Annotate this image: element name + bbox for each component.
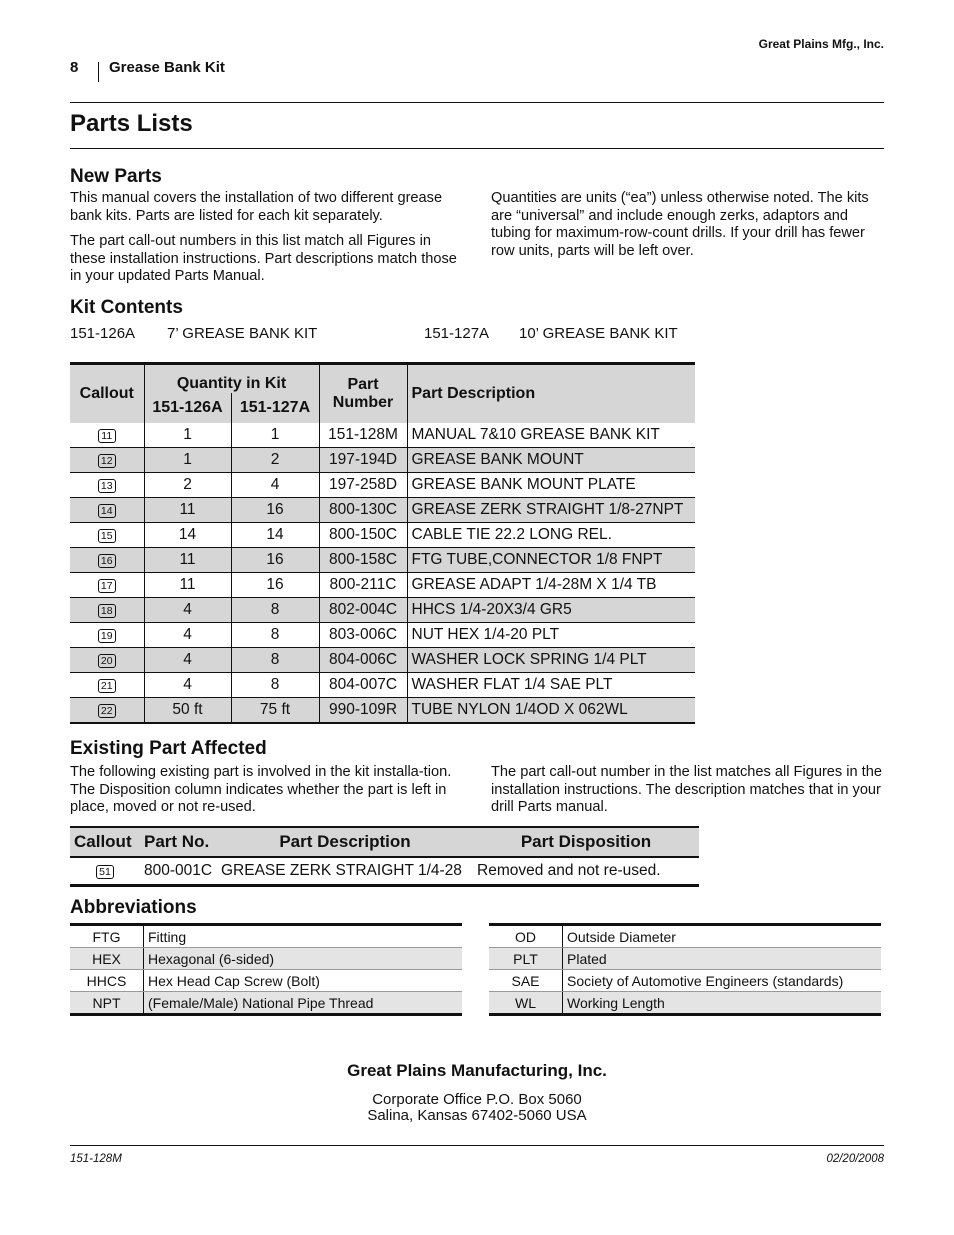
qty-b-cell: 75 ft <box>231 697 319 723</box>
abbreviation-row <box>489 970 881 992</box>
part-number-cell: 197-258D <box>319 472 407 497</box>
part-number-cell: 800-211C <box>319 572 407 597</box>
header-divider <box>98 62 99 82</box>
description-cell: WASHER LOCK SPRING 1/4 PLT <box>407 647 695 672</box>
col-header-kit-b: 151-127A <box>231 393 319 423</box>
new-parts-paragraph-3: Quantities are units (“ea”) unless otherwise noted. The kits are “universal” and include enough zerks, adaptors and tubing for maximum-row-count drills. If your drill has fewer row units, parts will be left over. <box>491 190 869 259</box>
part-number-cell: 800-001C <box>140 857 217 886</box>
col-header-disposition: Part Disposition <box>473 827 699 857</box>
description-cell: FTG TUBE,CONNECTOR 1/8 FNPT <box>407 547 695 572</box>
abbreviation-term: PLT <box>489 948 563 970</box>
footer-company: Great Plains Manufacturing, Inc. <box>347 1061 607 1080</box>
abbreviation-meaning: Outside Diameter <box>563 925 882 948</box>
abbreviation-meaning: Hexagonal (6-sided) <box>144 948 463 970</box>
qty-a-cell: 1 <box>144 423 231 448</box>
table-row <box>70 447 695 472</box>
description-cell: GREASE ADAPT 1/4-28M X 1/4 TB <box>407 572 695 597</box>
callout-badge: 11 <box>98 429 116 443</box>
qty-b-cell: 14 <box>231 522 319 547</box>
qty-a-cell: 11 <box>144 547 231 572</box>
abbreviation-term: OD <box>489 925 563 948</box>
col-header-callout: Callout <box>70 364 144 423</box>
document-number: 151-128M <box>70 1153 122 1165</box>
callout-badge: 18 <box>98 604 116 618</box>
callout-badge: 19 <box>98 629 116 643</box>
col-header-kit-a: 151-126A <box>144 393 231 423</box>
page-number: 8 <box>70 59 79 76</box>
abbreviation-term: NPT <box>70 992 144 1015</box>
description-cell: MANUAL 7&10 GREASE BANK KIT <box>407 423 695 448</box>
callout-badge: 16 <box>98 554 116 568</box>
existing-part-heading: Existing Part Affected <box>70 738 267 759</box>
title-rule <box>70 148 884 149</box>
kit-name: 7’ GREASE BANK KIT <box>167 325 318 342</box>
callout-badge: 21 <box>98 679 116 693</box>
callout-badge: 17 <box>98 579 116 593</box>
qty-a-cell: 4 <box>144 672 231 697</box>
part-number-cell: 804-006C <box>319 647 407 672</box>
qty-b-cell: 8 <box>231 597 319 622</box>
qty-b-cell: 8 <box>231 672 319 697</box>
abbreviation-row <box>489 948 881 970</box>
abbreviation-row <box>70 992 462 1015</box>
qty-a-cell: 4 <box>144 647 231 672</box>
new-parts-paragraph-2: The part call-out numbers in this list match all Figures in these installation instructions. Part descriptions match those in your updated Parts Manual. <box>70 233 457 284</box>
col-header-description: Part Description <box>217 827 473 857</box>
description-cell: GREASE ZERK STRAIGHT 1/8-27NPT <box>407 497 695 522</box>
part-number-cell: 151-128M <box>319 423 407 448</box>
description-cell: GREASE BANK MOUNT PLATE <box>407 472 695 497</box>
qty-b-cell: 1 <box>231 423 319 448</box>
abbreviations-table-left <box>70 923 462 1016</box>
description-cell: GREASE BANK MOUNT <box>407 447 695 472</box>
qty-b-cell: 2 <box>231 447 319 472</box>
callout-badge: 13 <box>98 479 116 493</box>
qty-a-cell: 1 <box>144 447 231 472</box>
table-row <box>70 547 695 572</box>
abbreviation-term: HHCS <box>70 970 144 992</box>
col-header-part-no: Part No. <box>140 827 217 857</box>
qty-a-cell: 11 <box>144 572 231 597</box>
description-cell: TUBE NYLON 1/4OD X 062WL <box>407 697 695 723</box>
top-rule <box>70 102 884 103</box>
part-number-cell: 800-150C <box>319 522 407 547</box>
parts-table <box>70 362 695 724</box>
qty-b-cell: 16 <box>231 572 319 597</box>
abbreviation-meaning: Working Length <box>563 992 882 1015</box>
new-parts-heading: New Parts <box>70 166 162 187</box>
table-row <box>70 622 695 647</box>
callout-badge: 51 <box>96 865 114 879</box>
abbreviation-row <box>70 948 462 970</box>
qty-a-cell: 4 <box>144 622 231 647</box>
kit-name: 10’ GREASE BANK KIT <box>519 325 678 342</box>
table-row <box>70 597 695 622</box>
abbreviation-row <box>489 925 881 948</box>
table-row <box>70 423 695 448</box>
qty-a-cell: 2 <box>144 472 231 497</box>
col-header-quantity: Quantity in Kit <box>144 364 319 393</box>
footer-rule <box>70 1145 884 1146</box>
table-row <box>70 672 695 697</box>
footer-address-line-2: Salina, Kansas 67402-5060 USA <box>367 1107 587 1124</box>
abbreviations-heading: Abbreviations <box>70 897 197 918</box>
abbreviation-term: FTG <box>70 925 144 948</box>
new-parts-paragraph-1: This manual covers the installation of two different grease bank kits. Parts are listed for each kit separately. <box>70 190 443 224</box>
abbreviation-meaning: Hex Head Cap Screw (Bolt) <box>144 970 463 992</box>
qty-b-cell: 4 <box>231 472 319 497</box>
col-header-callout: Callout <box>70 827 140 857</box>
abbreviation-row <box>70 970 462 992</box>
part-number-cell: 990-109R <box>319 697 407 723</box>
description-cell: HHCS 1/4-20X3/4 GR5 <box>407 597 695 622</box>
abbreviation-term: SAE <box>489 970 563 992</box>
table-row <box>70 697 695 723</box>
description-cell: NUT HEX 1/4-20 PLT <box>407 622 695 647</box>
callout-badge: 22 <box>98 704 116 718</box>
abbreviation-row <box>70 925 462 948</box>
disposition-cell: Removed and not re-used. <box>473 857 699 886</box>
abbreviation-row <box>489 992 881 1015</box>
qty-a-cell: 11 <box>144 497 231 522</box>
description-cell: GREASE ZERK STRAIGHT 1/4-28 <box>217 857 473 886</box>
description-cell: WASHER FLAT 1/4 SAE PLT <box>407 672 695 697</box>
qty-b-cell: 8 <box>231 647 319 672</box>
part-number-cell: 800-158C <box>319 547 407 572</box>
callout-badge: 14 <box>98 504 116 518</box>
description-cell: CABLE TIE 22.2 LONG REL. <box>407 522 695 547</box>
existing-part-paragraph-1: The following existing part is involved in the kit installa-tion. The Disposition column indicates whether the part is left in place, moved or not re-used. <box>70 764 452 815</box>
part-number-cell: 197-194D <box>319 447 407 472</box>
kit-contents-heading: Kit Contents <box>70 297 183 318</box>
qty-b-cell: 16 <box>231 497 319 522</box>
qty-b-cell: 16 <box>231 547 319 572</box>
abbreviation-term: WL <box>489 992 563 1015</box>
part-number-cell: 802-004C <box>319 597 407 622</box>
abbreviation-meaning: Fitting <box>144 925 463 948</box>
qty-a-cell: 14 <box>144 522 231 547</box>
document-date: 02/20/2008 <box>826 1153 884 1165</box>
table-row <box>70 647 695 672</box>
table-row <box>70 572 695 597</box>
abbreviation-meaning: (Female/Male) National Pipe Thread <box>144 992 463 1015</box>
table-row <box>70 522 695 547</box>
part-number-cell: 803-006C <box>319 622 407 647</box>
section-title: Grease Bank Kit <box>109 59 225 76</box>
qty-a-cell: 4 <box>144 597 231 622</box>
callout-badge: 15 <box>98 529 116 543</box>
abbreviation-term: HEX <box>70 948 144 970</box>
table-row <box>70 472 695 497</box>
part-number-cell: 804-007C <box>319 672 407 697</box>
existing-part-paragraph-2: The part call-out number in the list matches all Figures in the installation instructions. The description matches that in your drill Parts manual. <box>491 764 882 815</box>
col-header-part-number: Part Number <box>319 364 407 423</box>
abbreviation-meaning: Society of Automotive Engineers (standards) <box>563 970 882 992</box>
col-header-description: Part Description <box>407 364 695 423</box>
page-title: Parts Lists <box>70 110 193 137</box>
existing-part-table <box>70 826 699 887</box>
header-company: Great Plains Mfg., Inc. <box>758 37 884 51</box>
abbreviations-table-right <box>489 923 881 1016</box>
callout-badge: 12 <box>98 454 116 468</box>
part-number-cell: 800-130C <box>319 497 407 522</box>
footer-address-line-1: Corporate Office P.O. Box 5060 <box>372 1091 582 1108</box>
qty-b-cell: 8 <box>231 622 319 647</box>
callout-badge: 20 <box>98 654 116 668</box>
table-row <box>70 497 695 522</box>
abbreviation-meaning: Plated <box>563 948 882 970</box>
qty-a-cell: 50 ft <box>144 697 231 723</box>
kit-number: 151-126A <box>70 325 136 342</box>
kit-number: 151-127A <box>424 325 490 342</box>
table-row <box>70 857 699 886</box>
